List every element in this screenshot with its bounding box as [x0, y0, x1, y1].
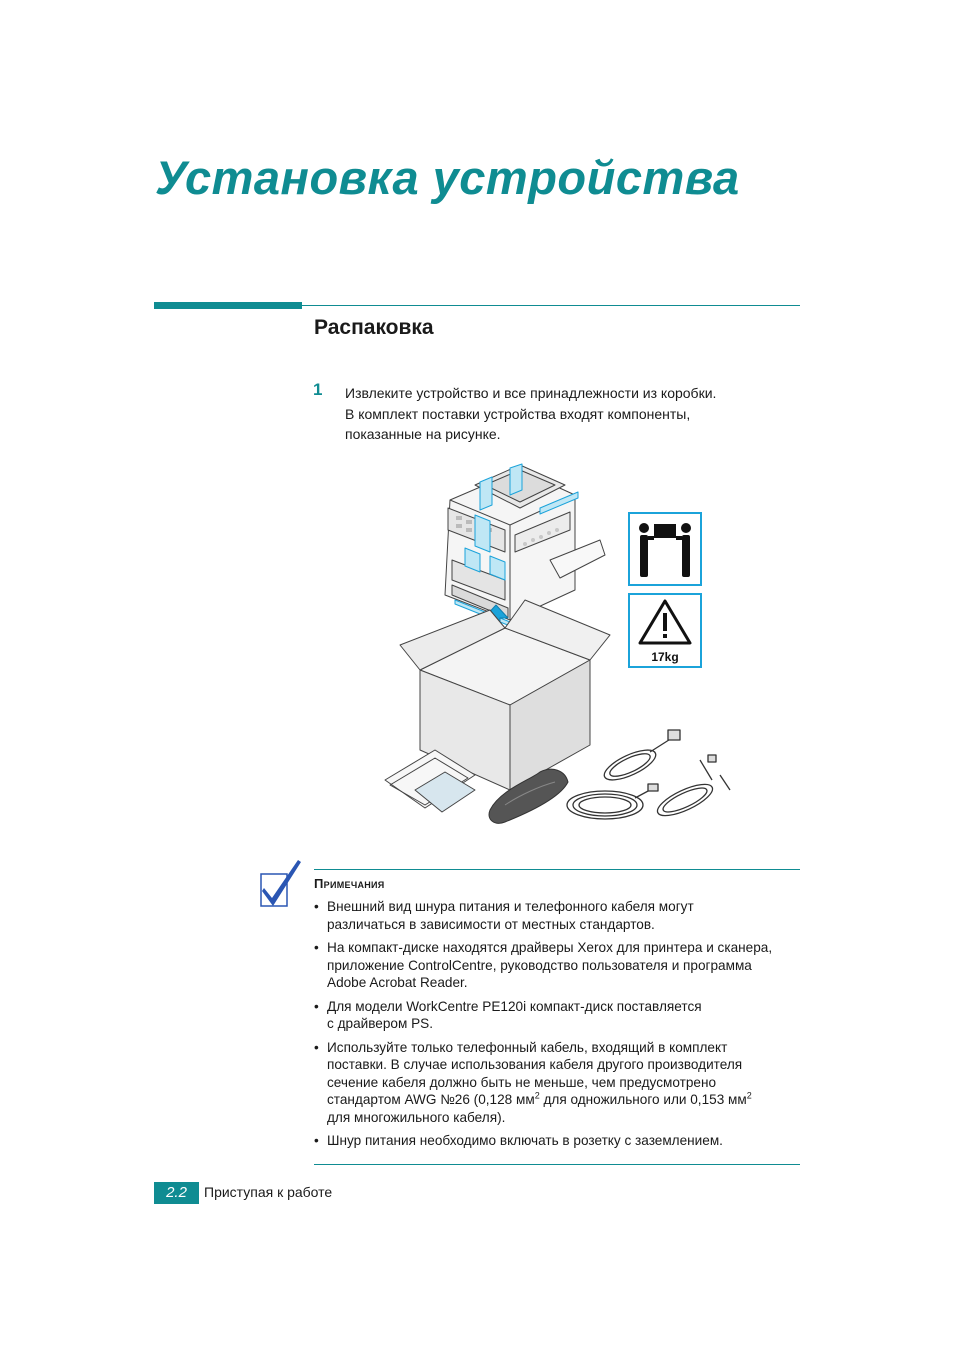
weight-warning-pictogram — [628, 593, 702, 668]
note-checkmark-icon — [258, 858, 304, 912]
step-line: показанные на рисунке. — [345, 426, 501, 442]
page-number: 2.2 — [154, 1182, 199, 1204]
note-line: сечение кабеля должно быть не меньше, чем предусмотрено — [327, 1074, 717, 1090]
section-rule-thick — [154, 302, 302, 309]
note-line: Используйте только телефонный кабель, входящий в комплект — [327, 1039, 728, 1055]
superscript: 2 — [534, 1090, 540, 1101]
notes-rule-bottom — [314, 1164, 800, 1165]
list-item — [314, 1039, 800, 1127]
note-line: Шнур питания необходимо включать в розетку с заземлением. — [327, 1133, 723, 1148]
note-line: На компакт-диске находятся драйверы Xerox для принтера и сканера, — [327, 940, 773, 955]
note-line: Внешний вид шнура питания и телефонного кабеля могут — [327, 899, 694, 914]
bullet: • — [314, 940, 319, 955]
note-line: поставки. В случае использования кабеля другого производителя — [327, 1057, 743, 1072]
step-line: Извлеките устройство и все принадлежности из коробки. — [345, 385, 717, 401]
chapter-name: Приступая к работе — [204, 1184, 333, 1200]
two-person-lift-pictogram — [628, 512, 702, 586]
section-rule-thin — [302, 305, 800, 306]
warning-triangle-icon — [630, 595, 700, 649]
two-person-lift-icon — [630, 514, 700, 584]
bullet: • — [314, 1133, 319, 1148]
cables-illustration — [567, 730, 730, 822]
note-line: различаться в зависимости от местных стандартов. — [327, 916, 655, 932]
note-line: Adobe Acrobat Reader. — [327, 975, 468, 990]
list-item — [314, 939, 800, 992]
page-title: Установка устройства — [155, 151, 740, 204]
weight-label: 17kg — [651, 650, 679, 664]
superscript: 2 — [746, 1090, 752, 1101]
step-text — [345, 383, 785, 445]
notes-heading: Примечания — [314, 876, 385, 891]
step-line: В комплект поставки устройства входят компоненты, — [345, 405, 691, 422]
list-item — [314, 898, 800, 933]
note-line: Для модели WorkCentre PE120i компакт-диск поставляется — [327, 998, 702, 1014]
note-line: для одножильного или 0,153 мм — [539, 1092, 747, 1107]
note-line: приложение ControlCentre, руководство пользователя и программа — [327, 957, 752, 973]
bullet: • — [314, 899, 319, 914]
notes-list — [314, 898, 800, 1156]
bullet: • — [314, 998, 319, 1014]
section-title: Распаковка — [314, 316, 434, 339]
notes-rule-top — [314, 869, 800, 870]
list-item — [314, 1132, 800, 1150]
list-item — [314, 998, 800, 1033]
bullet: • — [314, 1039, 319, 1055]
note-line: с драйвером PS. — [327, 1016, 434, 1031]
note-line: стандартом AWG №26 (0,128 мм — [327, 1092, 535, 1107]
note-line: для многожильного кабеля). — [327, 1109, 506, 1125]
step-number: 1 — [313, 380, 323, 399]
